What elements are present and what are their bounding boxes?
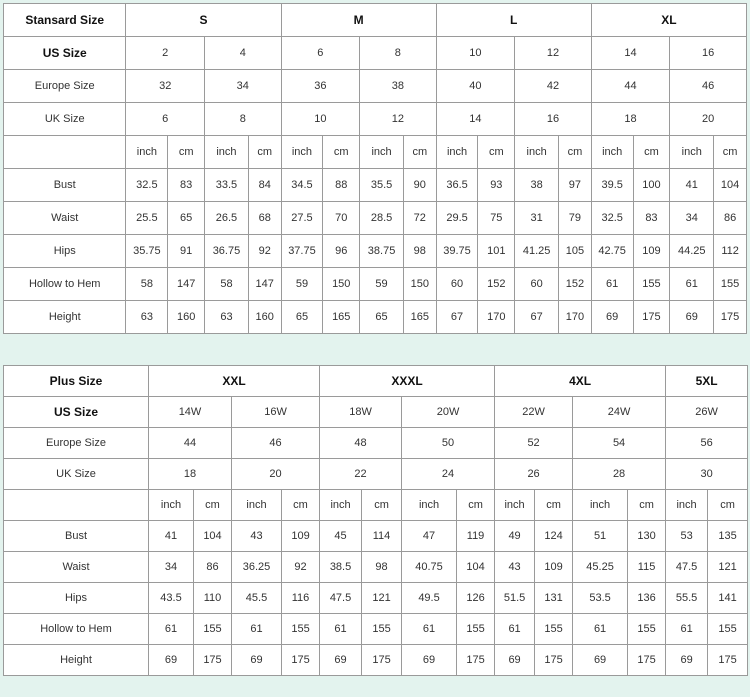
measurement-cell: 25.5	[126, 202, 168, 235]
measurement-cell: 49	[495, 521, 535, 552]
measurement-cell: 152	[559, 268, 592, 301]
measurement-cell: 45	[320, 521, 362, 552]
europe-size-cell: 42	[515, 70, 592, 103]
size-header-row	[4, 4, 747, 37]
measurement-cell: 170	[559, 301, 592, 334]
unit-row-label	[4, 136, 126, 169]
measurement-cell: 61	[573, 614, 628, 645]
bust-label: Bust	[4, 521, 149, 552]
size-header-row	[4, 366, 748, 397]
unit-cm-cell: cm	[535, 490, 573, 521]
measurement-cell: 43	[495, 552, 535, 583]
size-group-header: XXL	[149, 366, 320, 397]
measurement-cell: 31	[515, 202, 559, 235]
us-size-cell: 22W	[495, 397, 573, 428]
measurement-cell: 60	[515, 268, 559, 301]
measurement-cell: 47.5	[666, 552, 708, 583]
measurement-cell: 59	[360, 268, 404, 301]
uk-size-cell: 16	[515, 103, 592, 136]
measurement-cell: 119	[457, 521, 495, 552]
measurement-cell: 69	[320, 645, 362, 676]
measurement-cell: 29.5	[436, 202, 478, 235]
us-size-cell: 12	[515, 37, 592, 70]
measurement-cell: 79	[559, 202, 592, 235]
measurement-cell: 68	[248, 202, 281, 235]
us-size-cell: 26W	[666, 397, 748, 428]
uk-size-cell: 28	[573, 459, 666, 490]
uk-size-cell: 14	[436, 103, 515, 136]
measurement-cell: 91	[168, 235, 205, 268]
us-size-cell: 18W	[320, 397, 402, 428]
uk-size-label: UK Size	[4, 459, 149, 490]
measurement-cell: 109	[282, 521, 320, 552]
us-size-label: US Size	[4, 397, 149, 428]
measurement-cell: 35.75	[126, 235, 168, 268]
europe-size-cell: 40	[436, 70, 515, 103]
measurement-cell: 131	[535, 583, 573, 614]
size-header-label: Stansard Size	[4, 4, 126, 37]
size-group-header: 4XL	[495, 366, 666, 397]
measurement-cell: 116	[282, 583, 320, 614]
hips-row	[4, 583, 748, 614]
measurement-cell: 152	[478, 268, 515, 301]
measurement-cell: 27.5	[281, 202, 323, 235]
uk-size-cell: 12	[360, 103, 437, 136]
measurement-cell: 51.5	[495, 583, 535, 614]
measurement-cell: 86	[714, 202, 747, 235]
hollow-to-hem-label: Hollow to Hem	[4, 268, 126, 301]
unit-inch-cell: inch	[670, 136, 714, 169]
europe-size-label: Europe Size	[4, 70, 126, 103]
measurement-cell: 165	[323, 301, 360, 334]
unit-inch-cell: inch	[232, 490, 282, 521]
waist-label: Waist	[4, 202, 126, 235]
unit-inch-cell: inch	[281, 136, 323, 169]
unit-row	[4, 136, 747, 169]
measurement-cell: 69	[670, 301, 714, 334]
us-size-cell: 24W	[573, 397, 666, 428]
measurement-cell: 150	[403, 268, 436, 301]
measurement-cell: 40.75	[402, 552, 457, 583]
measurement-cell: 84	[248, 169, 281, 202]
uk-size-label: UK Size	[4, 103, 126, 136]
measurement-cell: 36.75	[205, 235, 249, 268]
measurement-cell: 35.5	[360, 169, 404, 202]
unit-inch-cell: inch	[495, 490, 535, 521]
unit-cm-cell: cm	[248, 136, 281, 169]
unit-inch-cell: inch	[205, 136, 249, 169]
unit-cm-cell: cm	[708, 490, 748, 521]
measurement-cell: 155	[362, 614, 402, 645]
measurement-cell: 36.25	[232, 552, 282, 583]
unit-inch-cell: inch	[149, 490, 194, 521]
measurement-cell: 86	[194, 552, 232, 583]
us-size-cell: 14	[591, 37, 670, 70]
measurement-cell: 104	[714, 169, 747, 202]
uk-size-row	[4, 459, 748, 490]
measurement-cell: 155	[714, 268, 747, 301]
measurement-cell: 175	[457, 645, 495, 676]
measurement-cell: 61	[591, 268, 633, 301]
measurement-cell: 63	[126, 301, 168, 334]
europe-size-cell: 36	[281, 70, 360, 103]
measurement-cell: 69	[149, 645, 194, 676]
bust-label: Bust	[4, 169, 126, 202]
europe-size-cell: 44	[149, 428, 232, 459]
measurement-cell: 175	[282, 645, 320, 676]
unit-inch-cell: inch	[360, 136, 404, 169]
measurement-cell: 130	[628, 521, 666, 552]
measurement-cell: 61	[320, 614, 362, 645]
europe-size-cell: 34	[205, 70, 282, 103]
measurement-cell: 53.5	[573, 583, 628, 614]
height-label: Height	[4, 645, 149, 676]
hollow-to-hem-row	[4, 614, 748, 645]
uk-size-row	[4, 103, 747, 136]
height-row	[4, 301, 747, 334]
measurement-cell: 121	[362, 583, 402, 614]
measurement-cell: 110	[194, 583, 232, 614]
measurement-cell: 32.5	[591, 202, 633, 235]
europe-size-cell: 38	[360, 70, 437, 103]
measurement-cell: 44.25	[670, 235, 714, 268]
europe-size-row	[4, 428, 748, 459]
measurement-cell: 49.5	[402, 583, 457, 614]
measurement-cell: 45.25	[573, 552, 628, 583]
measurement-cell: 42.75	[591, 235, 633, 268]
measurement-cell: 43	[232, 521, 282, 552]
height-row	[4, 645, 748, 676]
measurement-cell: 101	[478, 235, 515, 268]
waist-row	[4, 552, 748, 583]
measurement-cell: 53	[666, 521, 708, 552]
measurement-cell: 88	[323, 169, 360, 202]
measurement-cell: 136	[628, 583, 666, 614]
hips-label: Hips	[4, 235, 126, 268]
measurement-cell: 175	[714, 301, 747, 334]
europe-size-cell: 52	[495, 428, 573, 459]
europe-size-row	[4, 70, 747, 103]
measurement-cell: 147	[248, 268, 281, 301]
measurement-cell: 34	[670, 202, 714, 235]
height-label: Height	[4, 301, 126, 334]
hollow-to-hem-label: Hollow to Hem	[4, 614, 149, 645]
measurement-cell: 93	[478, 169, 515, 202]
measurement-cell: 126	[457, 583, 495, 614]
measurement-cell: 141	[708, 583, 748, 614]
measurement-cell: 114	[362, 521, 402, 552]
measurement-cell: 61	[495, 614, 535, 645]
size-group-header: XL	[591, 4, 746, 37]
measurement-cell: 69	[591, 301, 633, 334]
measurement-cell: 51	[573, 521, 628, 552]
measurement-cell: 38	[515, 169, 559, 202]
uk-size-cell: 24	[402, 459, 495, 490]
measurement-cell: 38.5	[320, 552, 362, 583]
measurement-cell: 69	[666, 645, 708, 676]
measurement-cell: 61	[232, 614, 282, 645]
measurement-cell: 47.5	[320, 583, 362, 614]
unit-row-label	[4, 490, 149, 521]
measurement-cell: 61	[402, 614, 457, 645]
us-size-cell: 8	[360, 37, 437, 70]
waist-row	[4, 202, 747, 235]
measurement-cell: 69	[402, 645, 457, 676]
plus-size-table	[3, 365, 748, 676]
measurement-cell: 60	[436, 268, 478, 301]
measurement-cell: 83	[168, 169, 205, 202]
measurement-cell: 70	[323, 202, 360, 235]
size-group-header: M	[281, 4, 436, 37]
unit-cm-cell: cm	[282, 490, 320, 521]
measurement-cell: 98	[362, 552, 402, 583]
measurement-cell: 160	[248, 301, 281, 334]
bust-row	[4, 521, 748, 552]
measurement-cell: 69	[232, 645, 282, 676]
us-size-cell: 16	[670, 37, 747, 70]
us-size-cell: 14W	[149, 397, 232, 428]
unit-cm-cell: cm	[478, 136, 515, 169]
europe-size-cell: 56	[666, 428, 748, 459]
unit-inch-cell: inch	[436, 136, 478, 169]
measurement-cell: 175	[633, 301, 670, 334]
measurement-cell: 59	[281, 268, 323, 301]
unit-inch-cell: inch	[402, 490, 457, 521]
measurement-cell: 41.25	[515, 235, 559, 268]
measurement-cell: 124	[535, 521, 573, 552]
measurement-cell: 121	[708, 552, 748, 583]
europe-size-cell: 50	[402, 428, 495, 459]
us-size-cell: 6	[281, 37, 360, 70]
unit-cm-cell: cm	[628, 490, 666, 521]
us-size-cell: 10	[436, 37, 515, 70]
measurement-cell: 34	[149, 552, 194, 583]
measurement-cell: 155	[457, 614, 495, 645]
unit-inch-cell: inch	[573, 490, 628, 521]
measurement-cell: 175	[362, 645, 402, 676]
unit-cm-cell: cm	[362, 490, 402, 521]
measurement-cell: 109	[535, 552, 573, 583]
waist-label: Waist	[4, 552, 149, 583]
uk-size-cell: 8	[205, 103, 282, 136]
measurement-cell: 105	[559, 235, 592, 268]
size-group-header: L	[436, 4, 591, 37]
hollow-to-hem-row	[4, 268, 747, 301]
measurement-cell: 96	[323, 235, 360, 268]
measurement-cell: 100	[633, 169, 670, 202]
unit-cm-cell: cm	[168, 136, 205, 169]
measurement-cell: 160	[168, 301, 205, 334]
unit-cm-cell: cm	[559, 136, 592, 169]
measurement-cell: 69	[573, 645, 628, 676]
measurement-cell: 155	[633, 268, 670, 301]
unit-cm-cell: cm	[194, 490, 232, 521]
us-size-row	[4, 37, 747, 70]
measurement-cell: 175	[708, 645, 748, 676]
measurement-cell: 58	[205, 268, 249, 301]
measurement-cell: 67	[436, 301, 478, 334]
us-size-cell: 2	[126, 37, 205, 70]
europe-size-cell: 44	[591, 70, 670, 103]
uk-size-cell: 20	[232, 459, 320, 490]
measurement-cell: 55.5	[666, 583, 708, 614]
standard-size-table	[3, 3, 747, 334]
unit-cm-cell: cm	[457, 490, 495, 521]
europe-size-cell: 54	[573, 428, 666, 459]
uk-size-cell: 10	[281, 103, 360, 136]
measurement-cell: 155	[535, 614, 573, 645]
measurement-cell: 112	[714, 235, 747, 268]
measurement-cell: 155	[282, 614, 320, 645]
unit-inch-cell: inch	[320, 490, 362, 521]
measurement-cell: 61	[670, 268, 714, 301]
measurement-cell: 98	[403, 235, 436, 268]
hips-row	[4, 235, 747, 268]
us-size-row	[4, 397, 748, 428]
unit-inch-cell: inch	[515, 136, 559, 169]
measurement-cell: 147	[168, 268, 205, 301]
measurement-cell: 65	[168, 202, 205, 235]
measurement-cell: 65	[281, 301, 323, 334]
measurement-cell: 38.75	[360, 235, 404, 268]
unit-cm-cell: cm	[323, 136, 360, 169]
measurement-cell: 41	[670, 169, 714, 202]
unit-inch-cell: inch	[666, 490, 708, 521]
uk-size-cell: 18	[149, 459, 232, 490]
measurement-cell: 58	[126, 268, 168, 301]
measurement-cell: 135	[708, 521, 748, 552]
uk-size-cell: 30	[666, 459, 748, 490]
measurement-cell: 115	[628, 552, 666, 583]
measurement-cell: 170	[478, 301, 515, 334]
uk-size-cell: 20	[670, 103, 747, 136]
uk-size-cell: 26	[495, 459, 573, 490]
measurement-cell: 43.5	[149, 583, 194, 614]
measurement-cell: 37.75	[281, 235, 323, 268]
us-size-cell: 4	[205, 37, 282, 70]
measurement-cell: 109	[633, 235, 670, 268]
measurement-cell: 155	[708, 614, 748, 645]
measurement-cell: 67	[515, 301, 559, 334]
uk-size-cell: 22	[320, 459, 402, 490]
measurement-cell: 72	[403, 202, 436, 235]
measurement-cell: 165	[403, 301, 436, 334]
measurement-cell: 155	[628, 614, 666, 645]
measurement-cell: 39.5	[591, 169, 633, 202]
europe-size-cell: 46	[232, 428, 320, 459]
measurement-cell: 41	[149, 521, 194, 552]
measurement-cell: 34.5	[281, 169, 323, 202]
europe-size-cell: 48	[320, 428, 402, 459]
measurement-cell: 92	[282, 552, 320, 583]
europe-size-cell: 46	[670, 70, 747, 103]
measurement-cell: 150	[323, 268, 360, 301]
unit-inch-cell: inch	[591, 136, 633, 169]
measurement-cell: 175	[194, 645, 232, 676]
size-group-header: 5XL	[666, 366, 748, 397]
us-size-cell: 20W	[402, 397, 495, 428]
bust-row	[4, 169, 747, 202]
size-group-header: S	[126, 4, 281, 37]
us-size-label: US Size	[4, 37, 126, 70]
measurement-cell: 104	[194, 521, 232, 552]
unit-cm-cell: cm	[714, 136, 747, 169]
unit-inch-cell: inch	[126, 136, 168, 169]
measurement-cell: 90	[403, 169, 436, 202]
measurement-cell: 33.5	[205, 169, 249, 202]
size-header-label: Plus Size	[4, 366, 149, 397]
measurement-cell: 32.5	[126, 169, 168, 202]
us-size-cell: 16W	[232, 397, 320, 428]
measurement-cell: 69	[495, 645, 535, 676]
measurement-cell: 61	[149, 614, 194, 645]
size-group-header: XXXL	[320, 366, 495, 397]
uk-size-cell: 6	[126, 103, 205, 136]
measurement-cell: 61	[666, 614, 708, 645]
unit-cm-cell: cm	[633, 136, 670, 169]
measurement-cell: 65	[360, 301, 404, 334]
measurement-cell: 175	[628, 645, 666, 676]
measurement-cell: 175	[535, 645, 573, 676]
uk-size-cell: 18	[591, 103, 670, 136]
measurement-cell: 155	[194, 614, 232, 645]
europe-size-label: Europe Size	[4, 428, 149, 459]
measurement-cell: 92	[248, 235, 281, 268]
measurement-cell: 45.5	[232, 583, 282, 614]
hips-label: Hips	[4, 583, 149, 614]
measurement-cell: 83	[633, 202, 670, 235]
measurement-cell: 26.5	[205, 202, 249, 235]
measurement-cell: 36.5	[436, 169, 478, 202]
measurement-cell: 75	[478, 202, 515, 235]
measurement-cell: 28.5	[360, 202, 404, 235]
unit-cm-cell: cm	[403, 136, 436, 169]
measurement-cell: 104	[457, 552, 495, 583]
measurement-cell: 97	[559, 169, 592, 202]
europe-size-cell: 32	[126, 70, 205, 103]
measurement-cell: 39.75	[436, 235, 478, 268]
measurement-cell: 63	[205, 301, 249, 334]
measurement-cell: 47	[402, 521, 457, 552]
unit-row	[4, 490, 748, 521]
